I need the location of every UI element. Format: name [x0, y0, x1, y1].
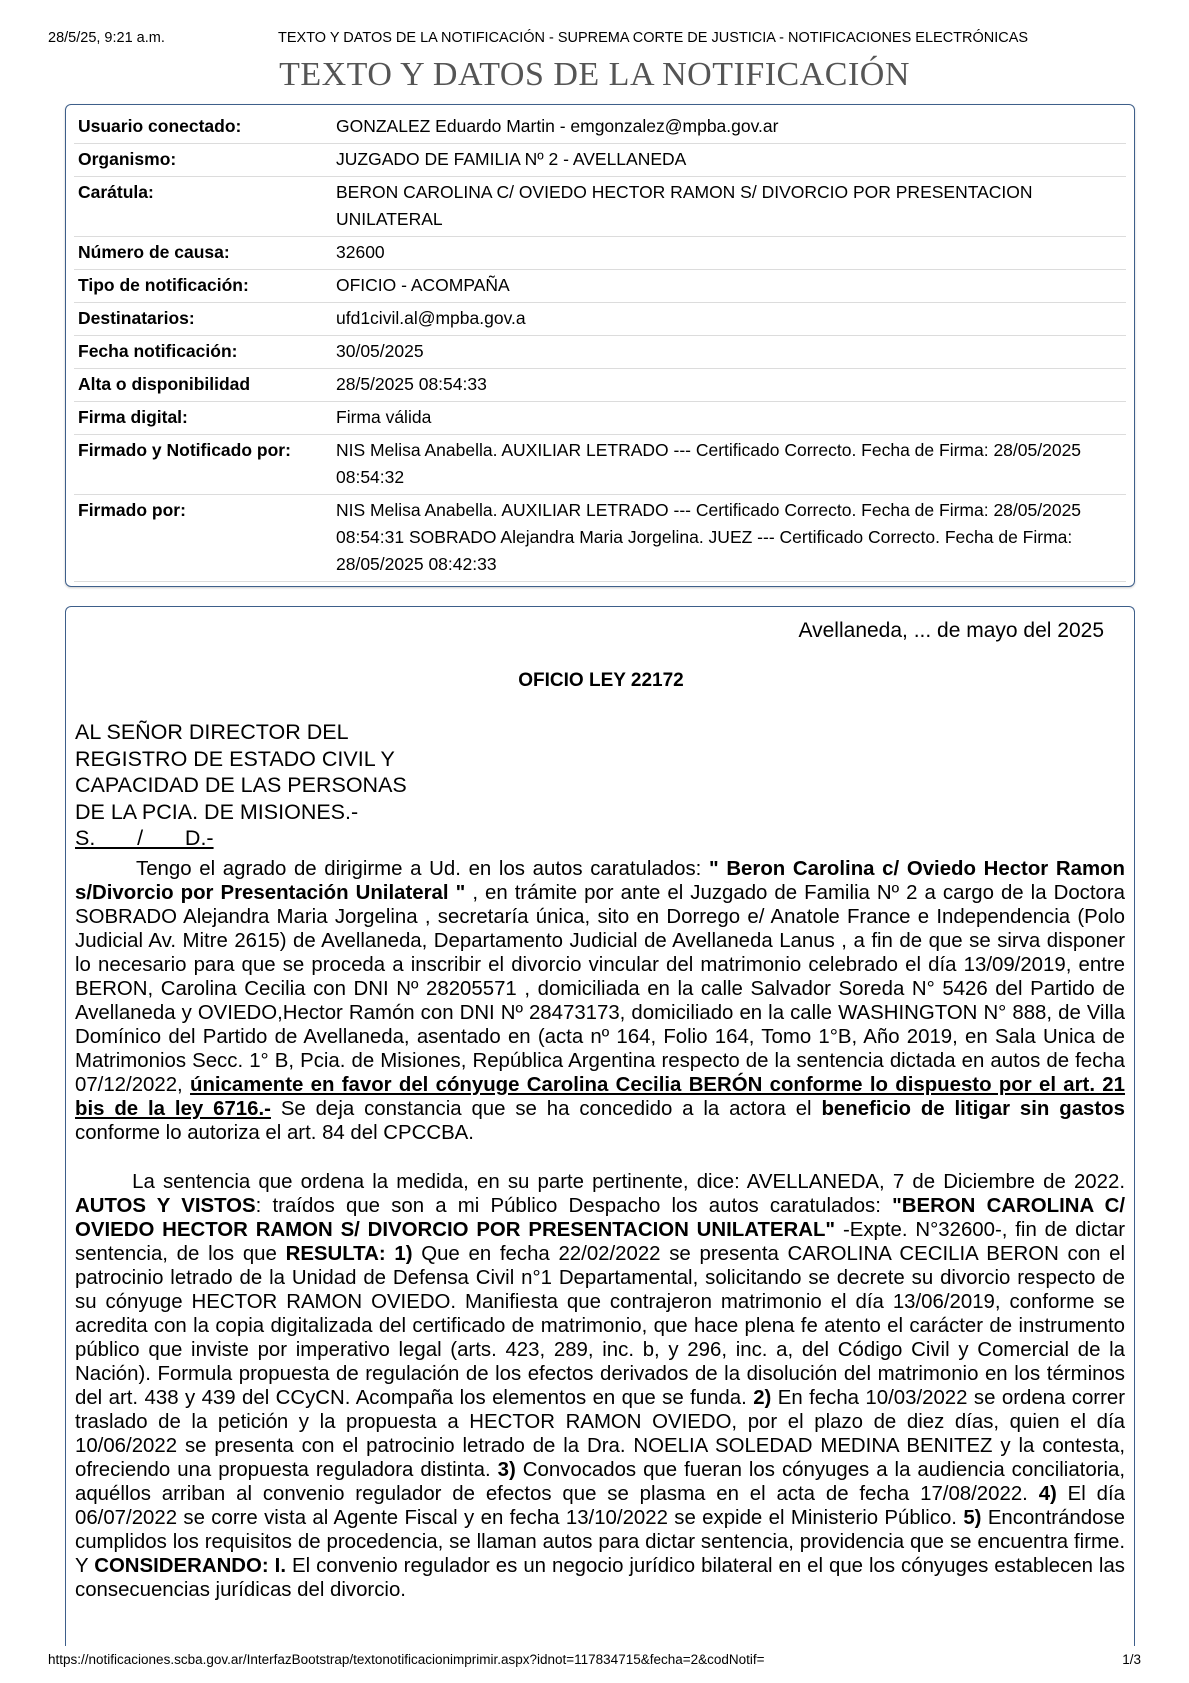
- text-run: Encontrándose cumplidos los requisitos de procedencia, se llaman autos para dictar sentencia, providencia que se encuentra firme. Y: [75, 1507, 1125, 1577]
- text-run: Se deja constancia que se ha concedido a la actora el: [270, 1098, 822, 1120]
- info-row: [74, 144, 1126, 177]
- bold-run: "BERON CAROLINA C/ OVIEDO HECTOR RAMON S/ DIVORCIO POR PRESENTACION UNILATERAL": [75, 1195, 1125, 1241]
- page-title: TEXTO Y DATOS DE LA NOTIFICACIÓN: [279, 56, 910, 93]
- print-datetime: 28/5/25, 9:21 a.m.: [48, 30, 165, 46]
- place-date: Avellaneda, ... de mayo del 2025: [798, 619, 1104, 642]
- info-label: Destinatarios:: [74, 303, 332, 336]
- text-run: Convocados que fueran los cónyuges a la audiencia conciliatoria, aquéllos arriban al convenio regulador de efectos que se plasma en el acta de fecha 17/08/2022.: [75, 1459, 1126, 1505]
- bold-run: 4): [1038, 1483, 1057, 1505]
- info-label: Fecha notificación:: [74, 336, 332, 369]
- info-label: Firmado y Notificado por:: [74, 435, 332, 495]
- info-value: GONZALEZ Eduardo Martin - emgonzalez@mpba.gov.ar: [332, 111, 1126, 144]
- paragraph-request: [75, 857, 1125, 1145]
- text-run: Tengo el agrado de dirigirme a Ud. en los autos caratulados:: [136, 858, 709, 880]
- info-row: [74, 111, 1126, 144]
- bold-run: beneficio de litigar sin gastos: [821, 1098, 1125, 1120]
- underlined-run: únicamente en favor del cónyuge Carolina Cecilia BERÓN conforme lo dispuesto por el art. 21 bis de la ley 6716.-: [75, 1074, 1125, 1120]
- info-row: [74, 270, 1126, 303]
- document-title: OFICIO LEY 22172: [518, 670, 684, 691]
- text-run: Que en fecha 22/02/2022 se presenta CAROLINA CECILIA BERON con el patrocinio letrado de la Unidad de Defensa Civil n°1 Departamental, solicitando se decrete su divorcio respecto de su cónyuge HECTOR RAMON OVIEDO. Manifiesta que contrajeron matrimonio el día 13/06/2019, conforme se acredita con la copia digitalizada del certificado de matrimonio, que hace plena fe atento el carácter de instrumento público que inviste por imperativo legal (arts. 423, 289, inc. b, y 296, inc. a, del Código Civil y Comercial de la Nación). Formula propuesta de regulación de los efectos derivados de la disolución del matrimonio en los términos del art. 438 y 439 del CCyCN. Acompaña los elementos en que se funda.: [75, 1243, 1125, 1409]
- document-panel: [65, 606, 1135, 1646]
- info-value: ufd1civil.al@mpba.gov.a: [332, 303, 1126, 336]
- print-header: [48, 30, 1141, 46]
- info-row: [74, 237, 1126, 270]
- sd-line: S. / D.-: [75, 826, 214, 850]
- info-value: BERON CAROLINA C/ OVIEDO HECTOR RAMON S/ DIVORCIO POR PRESENTACION UNILATERAL: [332, 177, 1126, 237]
- bold-run: 3): [497, 1459, 516, 1481]
- indent: [75, 858, 136, 880]
- addressee-line: CAPACIDAD DE LAS PERSONAS: [75, 773, 407, 797]
- print-title: TEXTO Y DATOS DE LA NOTIFICACIÓN - SUPREMA CORTE DE JUSTICIA - NOTIFICACIONES ELECTRÓNICAS: [278, 30, 1029, 46]
- paragraph-sentence: [75, 1170, 1125, 1602]
- info-value: 28/5/2025 08:54:33: [332, 369, 1126, 402]
- notification-info-table: [74, 111, 1126, 582]
- info-value: 30/05/2025: [332, 336, 1126, 369]
- footer-url: https://notificaciones.scba.gov.ar/InterfazBootstrap/textonotificacionimprimir.aspx?idnot=117834715&fecha=2&codNotif=: [48, 1652, 765, 1667]
- info-value: NIS Melisa Anabella. AUXILIAR LETRADO --- Certificado Correcto. Fecha de Firma: 28/05/2025 08:54:31 SOBRADO Alejandra Maria Jorgelina. JUEZ --- Certificado Correcto. Fecha de Firma: 28/05/2025 08:42:33: [332, 495, 1126, 582]
- info-value: Firma válida: [332, 402, 1126, 435]
- print-footer: [48, 1652, 1141, 1667]
- text-run: La sentencia que ordena la medida, en su parte pertinente, dice: AVELLANEDA, 7 de Diciembre de 2022.: [132, 1171, 1125, 1193]
- indent: [75, 1171, 132, 1193]
- info-row: [74, 369, 1126, 402]
- info-label: Alta o disponibilidad: [74, 369, 332, 402]
- info-label: Usuario conectado:: [74, 111, 332, 144]
- info-row: [74, 402, 1126, 435]
- text-run: , en trámite por ante el Juzgado de Familia Nº 2 a cargo de la Doctora SOBRADO Alejandra Maria Jorgelina , secretaría única, sito en Dorrego e/ Anatole France e Independencia (Polo Judicial Av. Mitre 2615) de Avellaneda, Departamento Judicial de Avellaneda Lanus , a fin de que se sirva disponer lo necesario para que se proceda a inscribir el divorcio vincular del matrimonio celebrado el día 13/09/2019, entre BERON, Carolina Cecilia con DNI Nº 28205571 , domiciliada en la calle Salvador Soreda N° 5426 del Partido de Avellaneda y OVIEDO,Hector Ramón con DNI Nº 28473173, domiciliado en la calle WASHINGTON N° 888, de Villa Domínico del Partido de Avellaneda, asentado en (acta nº 164, Folio 164, Tomo 1°B, Año 2019, en Sala Unica de Matrimonios Secc. 1° B, Pcia. de Misiones, República Argentina respecto de la sentencia dictada en autos de fecha 07/12/2022,: [75, 882, 1125, 1096]
- bold-run: CONSIDERANDO: I.: [94, 1555, 286, 1577]
- info-row: [74, 435, 1126, 495]
- addressee-line: DE LA PCIA. DE MISIONES.-: [75, 799, 359, 824]
- info-value: 32600: [332, 237, 1126, 270]
- bold-run: 5): [963, 1507, 982, 1529]
- text-run: El día 06/07/2022 se corre vista al Agente Fiscal y en fecha 13/10/2022 se expide el Ministerio Público.: [75, 1483, 1125, 1529]
- notification-info-panel: [65, 104, 1135, 587]
- info-label: Tipo de notificación:: [74, 270, 332, 303]
- info-label: Carátula:: [74, 177, 332, 237]
- addressee-block: [75, 719, 407, 852]
- info-value: OFICIO - ACOMPAÑA: [332, 270, 1126, 303]
- text-run: conforme lo autoriza el art. 84 del CPCCBA.: [75, 1122, 474, 1144]
- info-row: [74, 177, 1126, 237]
- bold-run: RESULTA: 1): [285, 1243, 413, 1265]
- text-run: : traídos que son a mi Público Despacho los autos caratulados:: [255, 1195, 893, 1217]
- text-run: -Expte. N°32600-, fin de dictar sentencia, de los que: [75, 1219, 1125, 1265]
- bold-run: 2): [753, 1387, 772, 1409]
- info-label: Firmado por:: [74, 495, 332, 582]
- text-run: El convenio regulador es un negocio jurídico bilateral en el que los cónyuges establecen las consecuencias jurídicas del divorcio.: [75, 1555, 1125, 1601]
- case-title-run: " Beron Carolina c/ Oviedo Hector Ramon s/Divorcio por Presentación Unilateral ": [75, 858, 1125, 904]
- info-label: Organismo:: [74, 144, 332, 177]
- info-row: [74, 336, 1126, 369]
- page-number: 1/3: [1122, 1652, 1141, 1667]
- bold-run: AUTOS Y VISTOS: [75, 1195, 256, 1217]
- addressee-line: REGISTRO DE ESTADO CIVIL Y: [75, 746, 395, 771]
- info-row: [74, 303, 1126, 336]
- addressee-line: AL SEÑOR DIRECTOR DEL: [75, 720, 349, 744]
- info-label: Firma digital:: [74, 402, 332, 435]
- info-label: Número de causa:: [74, 237, 332, 270]
- info-value: NIS Melisa Anabella. AUXILIAR LETRADO --- Certificado Correcto. Fecha de Firma: 28/05/2025 08:54:32: [332, 435, 1126, 495]
- info-row: [74, 495, 1126, 582]
- text-run: En fecha 10/03/2022 se ordena correr traslado de la petición y la propuesta a HECTOR RAMON OVIEDO, por el plazo de diez días, quien el día 10/06/2022 se presenta con el patrocinio letrado de la Dra. NOELIA SOLEDAD MEDINA BENITEZ y la contesta, ofreciendo una propuesta reguladora distinta.: [75, 1387, 1126, 1481]
- info-value: JUZGADO DE FAMILIA Nº 2 - AVELLANEDA: [332, 144, 1126, 177]
